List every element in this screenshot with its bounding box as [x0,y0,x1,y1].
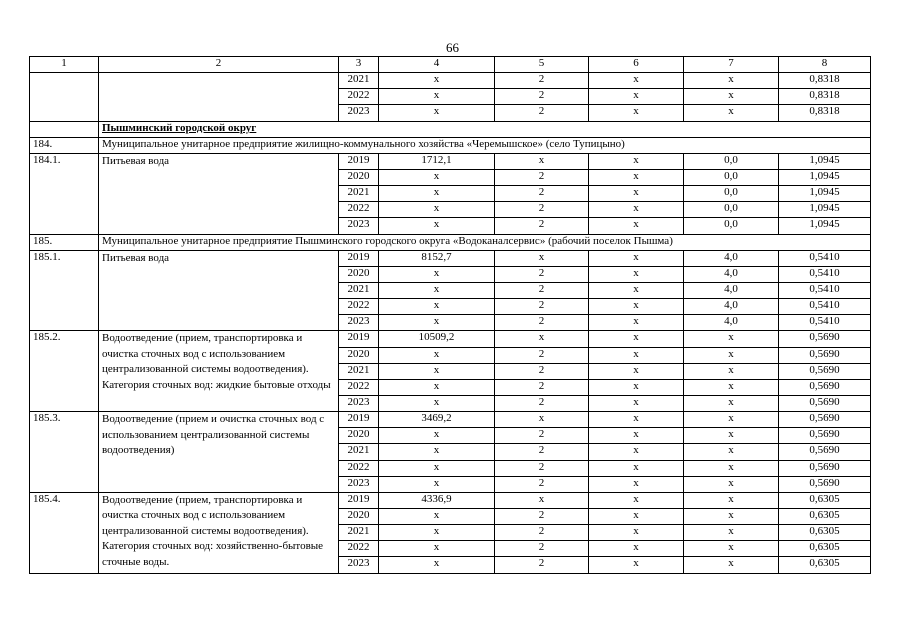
tariff-table [29,56,871,574]
coefficient-cell: 1,0945 [779,218,871,234]
year-cell: 2023 [339,218,379,234]
year-cell: 2022 [339,541,379,557]
item-number: 185.3. [30,412,99,493]
year-cell: 2020 [339,169,379,185]
col7-cell: х [684,460,779,476]
col5-cell: х [495,153,589,169]
organization-number: 184. [30,137,99,153]
district-row [30,121,871,137]
year-cell: 2021 [339,73,379,89]
col6-cell: х [589,525,684,541]
volume-cell: х [379,541,495,557]
col7-cell: х [684,105,779,121]
col7-cell: 0,0 [684,218,779,234]
col7-cell: х [684,492,779,508]
coefficient-cell: 1,0945 [779,169,871,185]
coefficient-cell: 1,0945 [779,153,871,169]
coefficient-cell: 0,5690 [779,347,871,363]
col7-cell: 0,0 [684,169,779,185]
year-cell: 2019 [339,412,379,428]
volume-cell: х [379,460,495,476]
col5-cell: 2 [495,202,589,218]
volume-cell: х [379,266,495,282]
year-cell: 2019 [339,492,379,508]
table-row [30,412,871,428]
col5-cell: 2 [495,266,589,282]
year-cell: 2020 [339,428,379,444]
col5-cell: 2 [495,73,589,89]
coefficient-cell: 0,6305 [779,508,871,524]
district-title: Пышминский городской округ [99,121,871,137]
volume-cell: х [379,186,495,202]
item-number: 185.2. [30,331,99,412]
col7-cell: 4,0 [684,299,779,315]
coefficient-cell: 0,8318 [779,105,871,121]
header-cell: 7 [684,57,779,73]
col5-cell: х [495,492,589,508]
col7-cell: х [684,331,779,347]
col5-cell: 2 [495,218,589,234]
empty-number-cell [30,121,99,137]
col5-cell: 2 [495,282,589,298]
year-cell: 2022 [339,460,379,476]
header-cell: 1 [30,57,99,73]
volume-cell: х [379,169,495,185]
service-name: Водоотведение (прием и очистка сточных вод с использованием централизованной системы водоотведения) [99,412,339,493]
coefficient-cell: 0,5410 [779,299,871,315]
volume-cell: х [379,508,495,524]
coefficient-cell: 1,0945 [779,202,871,218]
col7-cell: х [684,412,779,428]
col6-cell: х [589,218,684,234]
header-cell: 5 [495,57,589,73]
header-cell: 4 [379,57,495,73]
col7-cell: х [684,541,779,557]
organization-number: 185. [30,234,99,250]
coefficient-cell: 0,6305 [779,492,871,508]
volume-cell: х [379,379,495,395]
col5-cell: 2 [495,347,589,363]
col5-cell: х [495,250,589,266]
service-name: Водоотведение (прием, транспортировка и очистка сточных вод с использованием централизованной системы водоотведения). Категория сточных вод: жидкие бытовые отходы [99,331,339,412]
service-name: Водоотведение (прием, транспортировка и очистка сточных вод с использованием централизованной системы водоотведения). Категория сточных вод: хозяйственно-бытовые сточные воды. [99,492,339,573]
coefficient-cell: 0,6305 [779,525,871,541]
coefficient-cell: 0,5690 [779,331,871,347]
page-number: 66 [446,40,459,55]
col5-cell: 2 [495,105,589,121]
table-row [30,153,871,169]
col6-cell: х [589,508,684,524]
col6-cell: х [589,395,684,411]
col7-cell: х [684,363,779,379]
year-cell: 2020 [339,508,379,524]
col5-cell: 2 [495,428,589,444]
col6-cell: х [589,202,684,218]
coefficient-cell: 0,5690 [779,476,871,492]
col5-cell: 2 [495,525,589,541]
header-cell: 3 [339,57,379,73]
volume-cell: х [379,202,495,218]
year-cell: 2022 [339,89,379,105]
coefficient-cell: 0,8318 [779,89,871,105]
organization-row [30,234,871,250]
service-name: Питьевая вода [99,250,339,331]
volume-cell: х [379,525,495,541]
col6-cell: х [589,169,684,185]
year-cell: 2023 [339,105,379,121]
col6-cell: х [589,541,684,557]
service-name: Питьевая вода [99,153,339,234]
col7-cell: х [684,428,779,444]
year-cell: 2019 [339,153,379,169]
col6-cell: х [589,299,684,315]
coefficient-cell: 0,5410 [779,315,871,331]
coefficient-cell: 0,5690 [779,395,871,411]
volume-cell: х [379,444,495,460]
empty-number-cell [30,73,99,121]
year-cell: 2023 [339,557,379,573]
table-row [30,73,871,89]
col7-cell: 4,0 [684,282,779,298]
col6-cell: х [589,73,684,89]
header-row [30,57,871,73]
col5-cell: х [495,331,589,347]
year-cell: 2020 [339,347,379,363]
organization-name: Муниципальное унитарное предприятие Пышминского городского округа «Водоканалсервис» (рабочий поселок Пышма) [99,234,871,250]
col5-cell: 2 [495,186,589,202]
volume-cell: 4336,9 [379,492,495,508]
col7-cell: х [684,444,779,460]
volume-cell: х [379,428,495,444]
col6-cell: х [589,89,684,105]
col6-cell: х [589,186,684,202]
volume-cell: 8152,7 [379,250,495,266]
year-cell: 2023 [339,476,379,492]
col5-cell: 2 [495,395,589,411]
col6-cell: х [589,282,684,298]
col6-cell: х [589,250,684,266]
col7-cell: х [684,525,779,541]
table-row [30,492,871,508]
col7-cell: х [684,89,779,105]
empty-name-cell [99,73,339,121]
coefficient-cell: 0,5410 [779,250,871,266]
col6-cell: х [589,266,684,282]
volume-cell: х [379,557,495,573]
col7-cell: 0,0 [684,186,779,202]
item-number: 185.4. [30,492,99,573]
col5-cell: 2 [495,379,589,395]
col7-cell: 4,0 [684,315,779,331]
coefficient-cell: 0,5690 [779,412,871,428]
volume-cell: х [379,363,495,379]
col6-cell: х [589,428,684,444]
coefficient-cell: 0,6305 [779,541,871,557]
year-cell: 2019 [339,331,379,347]
year-cell: 2022 [339,202,379,218]
volume-cell: х [379,105,495,121]
coefficient-cell: 0,5690 [779,460,871,476]
year-cell: 2020 [339,266,379,282]
header-cell: 2 [99,57,339,73]
col7-cell: х [684,557,779,573]
item-number: 184.1. [30,153,99,234]
col5-cell: 2 [495,299,589,315]
coefficient-cell: 0,5690 [779,444,871,460]
year-cell: 2022 [339,379,379,395]
col5-cell: 2 [495,444,589,460]
col7-cell: х [684,476,779,492]
year-cell: 2021 [339,525,379,541]
volume-cell: х [379,299,495,315]
col6-cell: х [589,105,684,121]
coefficient-cell: 0,6305 [779,557,871,573]
year-cell: 2019 [339,250,379,266]
col6-cell: х [589,379,684,395]
col7-cell: х [684,73,779,89]
header-cell: 8 [779,57,871,73]
coefficient-cell: 0,5410 [779,266,871,282]
volume-cell: х [379,282,495,298]
col6-cell: х [589,315,684,331]
volume-cell: 1712,1 [379,153,495,169]
volume-cell: х [379,347,495,363]
volume-cell: 3469,2 [379,412,495,428]
col5-cell: 2 [495,557,589,573]
col7-cell: х [684,508,779,524]
year-cell: 2021 [339,186,379,202]
col5-cell: 2 [495,169,589,185]
col7-cell: 4,0 [684,250,779,266]
volume-cell: х [379,218,495,234]
col6-cell: х [589,153,684,169]
volume-cell: х [379,89,495,105]
coefficient-cell: 0,8318 [779,73,871,89]
coefficient-cell: 0,5410 [779,282,871,298]
volume-cell: х [379,476,495,492]
table-body [30,57,871,574]
col5-cell: 2 [495,315,589,331]
volume-cell: х [379,315,495,331]
organization-row [30,137,871,153]
year-cell: 2022 [339,299,379,315]
organization-name: Муниципальное унитарное предприятие жилищно-коммунального хозяйства «Черемышское» (село Тупицыно) [99,137,871,153]
col6-cell: х [589,557,684,573]
col6-cell: х [589,492,684,508]
volume-cell: х [379,395,495,411]
coefficient-cell: 0,5690 [779,428,871,444]
col6-cell: х [589,363,684,379]
col5-cell: 2 [495,476,589,492]
col5-cell: 2 [495,460,589,476]
volume-cell: х [379,73,495,89]
coefficient-cell: 1,0945 [779,186,871,202]
item-number: 185.1. [30,250,99,331]
col6-cell: х [589,476,684,492]
col5-cell: 2 [495,89,589,105]
table-row [30,250,871,266]
col6-cell: х [589,331,684,347]
year-cell: 2021 [339,282,379,298]
coefficient-cell: 0,5690 [779,363,871,379]
year-cell: 2023 [339,395,379,411]
col5-cell: 2 [495,508,589,524]
coefficient-cell: 0,5690 [779,379,871,395]
col6-cell: х [589,444,684,460]
col7-cell: 4,0 [684,266,779,282]
col5-cell: х [495,412,589,428]
volume-cell: 10509,2 [379,331,495,347]
header-cell: 6 [589,57,684,73]
col5-cell: 2 [495,363,589,379]
year-cell: 2021 [339,363,379,379]
col6-cell: х [589,347,684,363]
year-cell: 2023 [339,315,379,331]
col7-cell: 0,0 [684,153,779,169]
col7-cell: 0,0 [684,202,779,218]
col6-cell: х [589,412,684,428]
col5-cell: 2 [495,541,589,557]
col6-cell: х [589,460,684,476]
col7-cell: х [684,395,779,411]
year-cell: 2021 [339,444,379,460]
col7-cell: х [684,347,779,363]
table-row [30,331,871,347]
col7-cell: х [684,379,779,395]
